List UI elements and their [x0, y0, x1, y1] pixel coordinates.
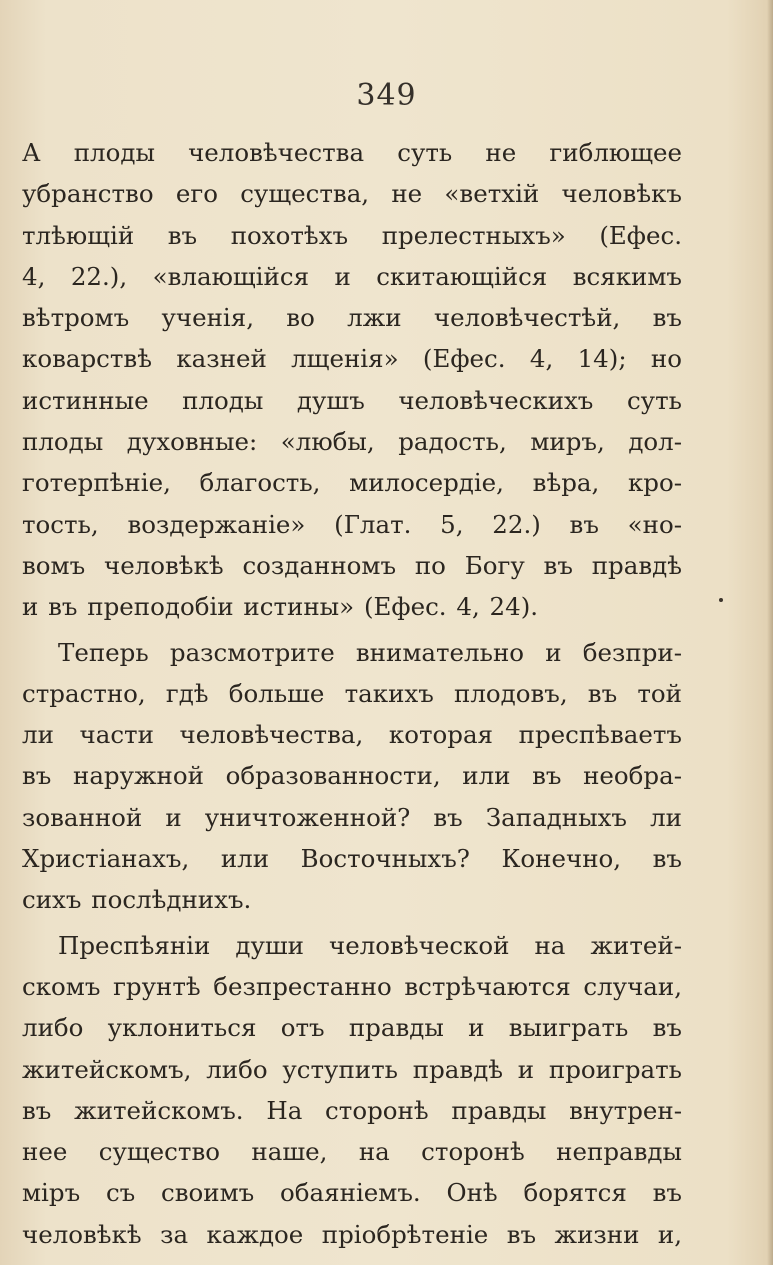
text-line: либо уклониться отъ правды и выиграть въ — [22, 1013, 682, 1043]
ink-speck — [719, 598, 723, 602]
text-line: и въ преподобіи истины» (Ефес. 4, 24). — [22, 592, 539, 622]
text-line: сихъ послѣднихъ. — [22, 885, 252, 915]
text-line: житейскомъ, либо уступить правдѣ и проиграть — [22, 1054, 682, 1084]
text-line: нее существо наше, на сторонѣ неправды — [22, 1137, 682, 1167]
text-line: 4, 22.), «влающійся и скитающійся всякимъ — [22, 261, 682, 291]
text-line: убранство его существа, не «ветхій человѣкъ — [22, 179, 682, 209]
text-line: зованной и уничтоженной? въ Западныхъ ли — [22, 802, 682, 832]
text-line: плоды духовные: «любы, радость, миръ, дол- — [22, 427, 682, 457]
text-line: вомъ человѣкѣ созданномъ по Богу въ правдѣ — [22, 550, 682, 580]
text-line: готерпѣніе, благость, милосердіе, вѣра, кро- — [22, 468, 682, 498]
text-line: Христіанахъ, или Восточныхъ? Конечно, въ — [22, 844, 682, 874]
text-line: ли части человѣчества, которая преспѣваетъ — [22, 720, 682, 750]
text-line: А плоды человѣчества суть не гиблющее — [22, 138, 682, 167]
text-line: Преспѣяніи души человѣческой на житей- — [58, 930, 682, 960]
text-line: тость, воздержаніе» (Глат. 5, 22.) въ «но- — [22, 509, 682, 539]
text-line: міръ съ своимъ обаяніемъ. Онѣ борятся въ — [22, 1178, 682, 1208]
text-line: въ житейскомъ. На сторонѣ правды внутрен- — [22, 1095, 682, 1125]
text-line: человѣкѣ за каждое пріобрѣтеніе въ жизни и, — [22, 1219, 682, 1249]
page-number: 349 — [356, 78, 417, 113]
text-line: скомъ грунтѣ безпрестанно встрѣчаются случаи, — [22, 971, 682, 1001]
page-edge-shadow — [767, 0, 773, 1265]
text-line: вѣтромъ ученія, во лжи человѣчестѣй, въ — [22, 303, 682, 333]
text-line: Теперь разсмотрите внимательно и безпри- — [58, 637, 682, 667]
text-line: истинные плоды душъ человѣческихъ суть — [22, 385, 682, 415]
text-line: въ наружной образованности, или въ необра- — [22, 761, 682, 791]
text-line: страстно, гдѣ больше такихъ плодовъ, въ той — [22, 678, 682, 708]
text-line: коварствѣ казней лщенія» (Ефес. 4, 14); но — [22, 344, 682, 374]
text-line: тлѣющій въ похотѣхъ прелестныхъ» (Ефес. — [22, 220, 682, 250]
body-text — [22, 132, 682, 1255]
